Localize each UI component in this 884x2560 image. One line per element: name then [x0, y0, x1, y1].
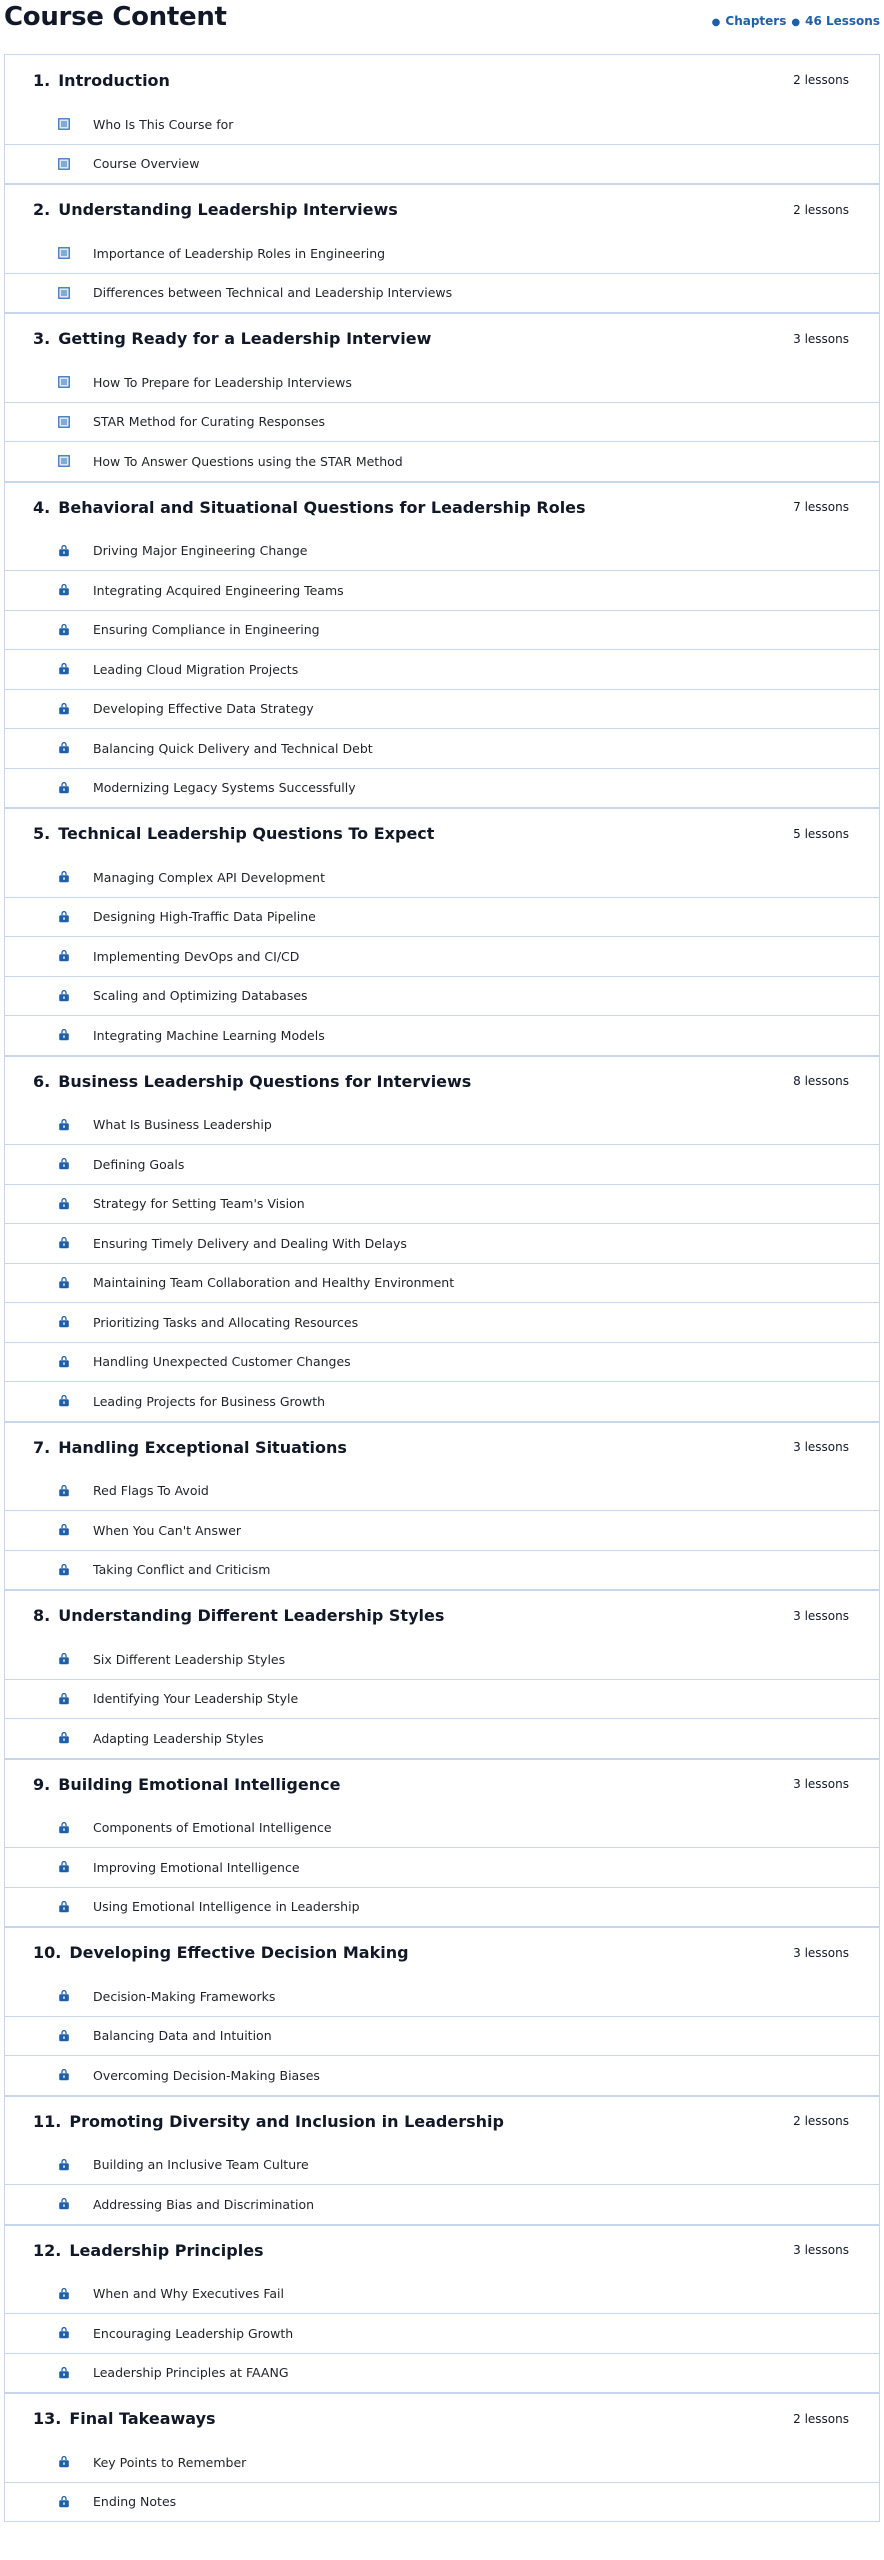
chapter-number: 5. — [33, 824, 51, 843]
lesson-item[interactable] — [5, 234, 879, 274]
chapter-header[interactable] — [5, 1590, 879, 1640]
lock-bag-icon — [57, 781, 71, 795]
lesson-item[interactable] — [5, 1185, 879, 1225]
lock-bag-icon — [57, 1118, 71, 1132]
lesson-item[interactable] — [5, 1551, 879, 1591]
lesson-item[interactable] — [5, 1977, 879, 2017]
chapter-section — [5, 808, 879, 1056]
lesson-count: 2 lessons — [793, 2411, 849, 2426]
lesson-title: Developing Effective Data Strategy — [93, 701, 314, 717]
lesson-title: Six Different Leadership Styles — [93, 1651, 286, 1667]
chapter-header[interactable] — [5, 313, 879, 363]
lesson-title: STAR Method for Curating Responses — [93, 414, 326, 430]
chapter-title-text: Technical Leadership Questions To Expect — [58, 824, 435, 843]
lesson-title: Course Overview — [93, 156, 200, 172]
chapter-header[interactable] — [5, 55, 879, 105]
chapter-title — [33, 2112, 504, 2131]
lesson-title: When and Why Executives Fail — [93, 2286, 285, 2302]
chapter-number: 9. — [33, 1774, 51, 1794]
summary-chapters: Chapters — [725, 14, 787, 28]
lesson-title: Modernizing Legacy Systems Successfully — [93, 780, 356, 796]
chapter-header[interactable] — [5, 2225, 879, 2275]
lesson-item[interactable] — [5, 1511, 879, 1551]
chapter-header[interactable] — [5, 2393, 879, 2443]
lesson-item[interactable] — [5, 1848, 879, 1888]
lesson-item[interactable] — [5, 2483, 879, 2523]
chapter-title — [33, 200, 398, 219]
chapter-title-text: Introduction — [58, 70, 170, 90]
lock-bag-icon — [57, 662, 71, 676]
chapter-title — [33, 824, 434, 843]
lesson-title: Improving Emotional Intelligence — [93, 1859, 300, 1875]
lock-bag-icon — [57, 1692, 71, 1706]
document-icon — [57, 454, 71, 468]
lesson-title: Defining Goals — [93, 1156, 185, 1172]
lock-bag-icon — [57, 1523, 71, 1537]
chapter-title — [33, 1943, 409, 1962]
lesson-title: Identifying Your Leadership Style — [93, 1691, 299, 1707]
lock-bag-icon — [57, 1652, 71, 1666]
lesson-item[interactable] — [5, 2443, 879, 2483]
lesson-title: Who Is This Course for — [93, 116, 234, 132]
lesson-title: Addressing Bias and Discrimination — [93, 2196, 315, 2212]
lesson-item[interactable] — [5, 403, 879, 443]
chapter-title-text: Behavioral and Situational Questions for Leadership Roles — [58, 497, 586, 517]
chapter-section — [5, 1927, 879, 2096]
chapter-title-text: Getting Ready for a Leadership Interview — [58, 329, 432, 348]
lesson-item[interactable] — [5, 1145, 879, 1185]
lock-bag-icon — [57, 989, 71, 1003]
lock-bag-icon — [57, 702, 71, 716]
lesson-title: Integrating Machine Learning Models — [93, 1027, 325, 1043]
document-icon — [57, 415, 71, 429]
lesson-item[interactable] — [5, 2275, 879, 2315]
lock-bag-icon — [57, 1028, 71, 1042]
lesson-title: When You Can't Answer — [93, 1522, 242, 1538]
lesson-title: Importance of Leadership Roles in Engineering — [93, 245, 386, 261]
lesson-item[interactable] — [5, 1016, 879, 1056]
lesson-count: 3 lessons — [793, 331, 849, 346]
summary-lessons: 46 Lessons — [805, 14, 880, 28]
lesson-title: How To Prepare for Leadership Interviews — [93, 374, 352, 390]
lesson-count: 2 lessons — [793, 73, 849, 87]
chapter-header[interactable] — [5, 1927, 879, 1977]
lesson-item[interactable] — [5, 2314, 879, 2354]
chapter-section — [5, 2225, 879, 2394]
lesson-count: 3 lessons — [793, 1608, 849, 1623]
lesson-title: Balancing Data and Intuition — [93, 2028, 272, 2044]
chapter-section — [5, 1056, 879, 1422]
lock-bag-icon — [57, 544, 71, 558]
chapter-header[interactable] — [5, 808, 879, 858]
lock-bag-icon — [57, 1157, 71, 1171]
chapter-section — [5, 482, 879, 809]
chapter-header[interactable] — [5, 1422, 879, 1472]
chapter-title — [33, 498, 586, 517]
lesson-title: How To Answer Questions using the STAR Method — [93, 453, 403, 469]
lesson-item[interactable] — [5, 1809, 879, 1849]
chapter-title-text: Promoting Diversity and Inclusion in Leadership — [69, 2111, 504, 2131]
lesson-title: Leadership Principles at FAANG — [93, 2365, 289, 2381]
lesson-title: Strategy for Setting Team's Vision — [93, 1196, 305, 1212]
lesson-title: Implementing DevOps and CI/CD — [93, 948, 300, 964]
lesson-title: Decision-Making Frameworks — [93, 1988, 276, 2004]
lesson-item[interactable] — [5, 898, 879, 938]
chapter-section — [5, 313, 879, 482]
lesson-item[interactable] — [5, 1472, 879, 1512]
chapter-number: 6. — [33, 1071, 51, 1091]
chapter-header[interactable] — [5, 1759, 879, 1809]
chapter-title-text: Leadership Principles — [69, 2240, 264, 2260]
chapter-title — [33, 1438, 347, 1457]
lesson-title: Managing Complex API Development — [93, 869, 325, 885]
lock-bag-icon — [57, 910, 71, 924]
lesson-item[interactable] — [5, 1888, 879, 1928]
lock-bag-icon — [57, 2287, 71, 2301]
chapter-number: 10. — [33, 1943, 62, 1962]
bullet-icon: ● — [711, 17, 721, 28]
lesson-item[interactable] — [5, 650, 879, 690]
course-content-header — [0, 0, 884, 54]
document-icon — [57, 246, 71, 260]
lesson-title: Encouraging Leadership Growth — [93, 2325, 294, 2341]
document-icon — [57, 286, 71, 300]
lesson-title: Using Emotional Intelligence in Leadership — [93, 1899, 360, 1915]
lock-bag-icon — [57, 1197, 71, 1211]
lesson-count: 5 lessons — [793, 826, 849, 841]
lesson-title: Driving Major Engineering Change — [93, 543, 308, 559]
chapter-number: 2. — [33, 200, 51, 219]
lock-bag-icon — [57, 1484, 71, 1498]
lesson-title: Ending Notes — [93, 2494, 177, 2510]
chapter-title — [33, 1072, 471, 1091]
lesson-title: Ensuring Compliance in Engineering — [93, 622, 320, 638]
lock-bag-icon — [57, 1355, 71, 1369]
lesson-count: 3 lessons — [793, 2243, 849, 2257]
lesson-count: 8 lessons — [793, 1074, 849, 1088]
lock-bag-icon — [57, 623, 71, 637]
document-icon — [57, 117, 71, 131]
lock-bag-icon — [57, 1860, 71, 1874]
lock-bag-icon — [57, 1900, 71, 1914]
lesson-item[interactable] — [5, 611, 879, 651]
lesson-item[interactable] — [5, 1343, 879, 1383]
chapter-title — [33, 1775, 340, 1794]
lesson-item[interactable] — [5, 1264, 879, 1304]
lesson-item[interactable] — [5, 2056, 879, 2096]
chapter-title-text: Understanding Leadership Interviews — [58, 200, 398, 219]
lock-bag-icon — [57, 1731, 71, 1745]
lesson-count: 2 lessons — [793, 2114, 849, 2128]
lesson-item[interactable] — [5, 729, 879, 769]
lock-bag-icon — [57, 1315, 71, 1329]
lesson-item[interactable] — [5, 532, 879, 572]
lesson-count: 3 lessons — [793, 1945, 849, 1960]
lesson-item[interactable] — [5, 145, 879, 185]
chapter-number: 1. — [33, 70, 51, 90]
chapter-title-text: Final Takeaways — [69, 2409, 216, 2428]
lock-bag-icon — [57, 1989, 71, 2003]
lesson-title: Overcoming Decision-Making Biases — [93, 2067, 320, 2083]
lesson-item[interactable] — [5, 2354, 879, 2394]
lesson-item[interactable] — [5, 363, 879, 403]
lesson-item[interactable] — [5, 2146, 879, 2186]
lesson-item[interactable] — [5, 1719, 879, 1759]
lock-bag-icon — [57, 2197, 71, 2211]
lesson-title: Maintaining Team Collaboration and Healthy Environment — [93, 1275, 455, 1291]
lesson-item[interactable] — [5, 105, 879, 145]
lock-bag-icon — [57, 2495, 71, 2509]
document-icon — [57, 375, 71, 389]
lock-bag-icon — [57, 1236, 71, 1250]
lesson-title: Building an Inclusive Team Culture — [93, 2157, 309, 2173]
chapter-header[interactable] — [5, 2096, 879, 2146]
chapter-section — [5, 1759, 879, 1928]
lesson-title: Balancing Quick Delivery and Technical Debt — [93, 740, 373, 756]
chapter-section — [5, 2393, 879, 2522]
chapter-title — [33, 1606, 444, 1625]
lesson-item[interactable] — [5, 2185, 879, 2225]
chapter-section — [5, 184, 879, 313]
lesson-title: Components of Emotional Intelligence — [93, 1820, 332, 1836]
document-icon — [57, 157, 71, 171]
page-title: Course Content — [4, 2, 227, 32]
chapter-number: 3. — [33, 329, 51, 348]
chapter-number: 7. — [33, 1437, 51, 1457]
lock-bag-icon — [57, 2326, 71, 2340]
lesson-count: 7 lessons — [793, 500, 849, 514]
lesson-title: Integrating Acquired Engineering Teams — [93, 582, 344, 598]
lesson-count: 2 lessons — [793, 202, 849, 217]
lesson-title: Leading Cloud Migration Projects — [93, 661, 299, 677]
chapter-title-text: Handling Exceptional Situations — [58, 1437, 347, 1457]
chapter-number: 8. — [33, 1606, 51, 1625]
lesson-title: Designing High-Traffic Data Pipeline — [93, 909, 316, 925]
lesson-count: 3 lessons — [793, 1777, 849, 1791]
lesson-item[interactable] — [5, 1106, 879, 1146]
chapter-title-text: Business Leadership Questions for Interviews — [58, 1071, 472, 1091]
lesson-title: Taking Conflict and Criticism — [93, 1562, 271, 1578]
lesson-item[interactable] — [5, 858, 879, 898]
lock-bag-icon — [57, 870, 71, 884]
lesson-item[interactable] — [5, 1303, 879, 1343]
chapter-number: 4. — [33, 497, 51, 517]
lesson-title: Leading Projects for Business Growth — [93, 1393, 326, 1409]
lesson-title: Red Flags To Avoid — [93, 1483, 209, 1499]
course-summary — [707, 14, 880, 28]
lesson-title: Key Points to Remember — [93, 2454, 247, 2470]
chapter-title-text: Understanding Different Leadership Styles — [58, 1606, 445, 1625]
chapter-section — [5, 55, 879, 184]
lesson-title: Ensuring Timely Delivery and Dealing With Delays — [93, 1235, 407, 1251]
chapter-title-text: Developing Effective Decision Making — [69, 1943, 409, 1962]
lock-bag-icon — [57, 2068, 71, 2082]
lesson-item[interactable] — [5, 2017, 879, 2057]
lesson-item[interactable] — [5, 1640, 879, 1680]
lock-bag-icon — [57, 741, 71, 755]
chapter-header[interactable] — [5, 184, 879, 234]
lock-bag-icon — [57, 2029, 71, 2043]
lesson-item[interactable] — [5, 937, 879, 977]
lock-bag-icon — [57, 2366, 71, 2380]
lock-bag-icon — [57, 949, 71, 963]
lesson-item[interactable] — [5, 769, 879, 809]
lock-bag-icon — [57, 583, 71, 597]
chapter-number: 11. — [33, 2111, 62, 2131]
lesson-title: Scaling and Optimizing Databases — [93, 988, 308, 1004]
chapter-section — [5, 1590, 879, 1759]
bullet-icon: ● — [791, 17, 801, 28]
lesson-item[interactable] — [5, 274, 879, 314]
lock-bag-icon — [57, 1821, 71, 1835]
chapter-title-text: Building Emotional Intelligence — [58, 1774, 341, 1794]
lesson-item[interactable] — [5, 1680, 879, 1720]
lesson-title: What Is Business Leadership — [93, 1117, 272, 1133]
chapter-list — [4, 54, 880, 2522]
lock-bag-icon — [57, 1563, 71, 1577]
lesson-title: Handling Unexpected Customer Changes — [93, 1354, 351, 1370]
lesson-title: Differences between Technical and Leadership Interviews — [93, 285, 453, 301]
lesson-item[interactable] — [5, 571, 879, 611]
lesson-title: Prioritizing Tasks and Allocating Resources — [93, 1314, 359, 1330]
chapter-title — [33, 71, 170, 90]
lock-bag-icon — [57, 2455, 71, 2469]
lesson-item[interactable] — [5, 1382, 879, 1422]
chapter-header[interactable] — [5, 1056, 879, 1106]
lesson-title: Adapting Leadership Styles — [93, 1730, 264, 1746]
chapter-section — [5, 2096, 879, 2225]
lock-bag-icon — [57, 2158, 71, 2172]
lesson-item[interactable] — [5, 1224, 879, 1264]
lesson-item[interactable] — [5, 442, 879, 482]
lesson-count: 3 lessons — [793, 1440, 849, 1454]
lock-bag-icon — [57, 1394, 71, 1408]
chapter-number: 13. — [33, 2409, 62, 2428]
chapter-title — [33, 2409, 216, 2428]
lock-bag-icon — [57, 1276, 71, 1290]
lesson-item[interactable] — [5, 690, 879, 730]
chapter-header[interactable] — [5, 482, 879, 532]
chapter-title — [33, 329, 431, 348]
chapter-section — [5, 1422, 879, 1591]
chapter-title — [33, 2241, 264, 2260]
lesson-item[interactable] — [5, 977, 879, 1017]
chapter-number: 12. — [33, 2240, 62, 2260]
